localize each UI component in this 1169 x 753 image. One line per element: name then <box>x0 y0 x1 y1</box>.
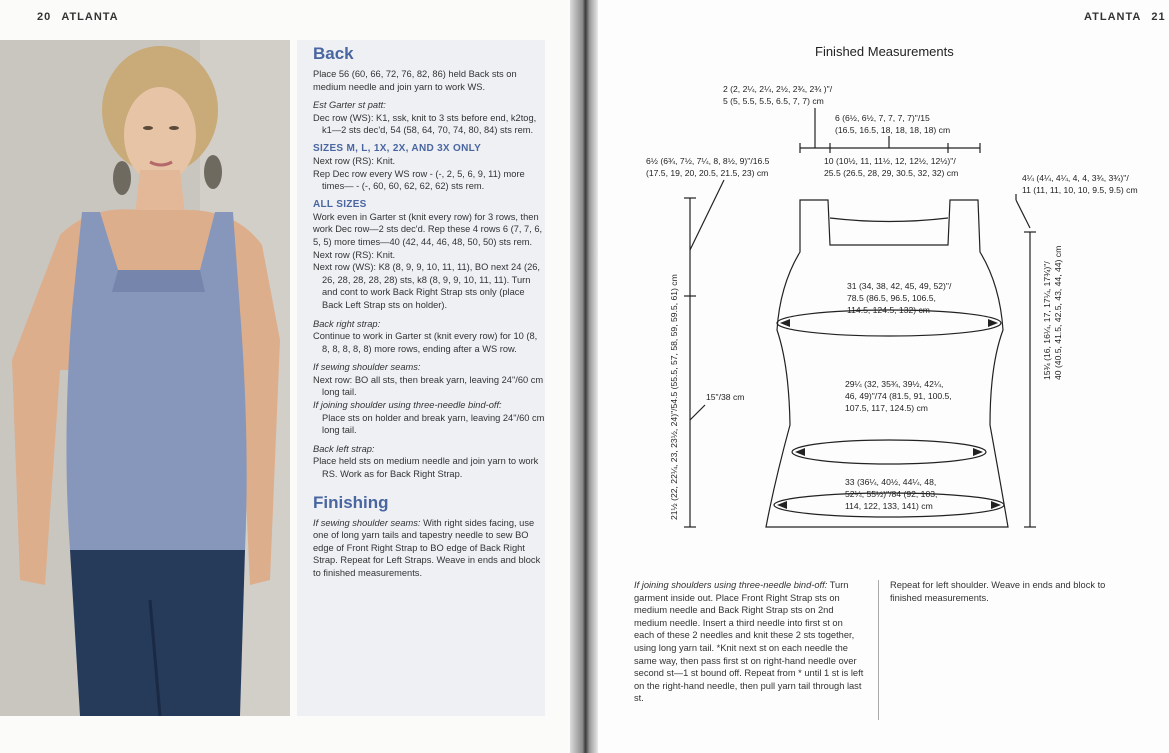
side-length-label: 15¾ (16, 16¼, 17, 17¼, 17¾)"/ 40 (40.5, 41.5, 42.5, 43, 44, 44) cm <box>1042 245 1063 380</box>
neck-depth-label: 4¼ (4¼, 4¼, 4, 4, 3¾, 3¾)"/ 11 (11, 11, 10, 10, 9.5, 9.5) cm <box>1022 173 1138 195</box>
all-sizes-work: Work even in Garter st (knit every row) for 3 rows, then work Dec row—2 sts dec'd. Rep these 4 rows 6 (7, 7, 6, 5, 5) more times—40 (42, 44, 46, 48, 50, 50) sts rem. <box>313 211 543 247</box>
total-length-label: 21½ (22, 22¼, 23, 23½, 24)"/54.5 (55.5, 57, 58, 59, 59.5, 61) cm <box>669 274 679 520</box>
shoulder-width-label: 10 (10½, 11, 11½, 12, 12½, 12½)"/ 25.5 (26.5, 28, 29, 30.5, 32, 32) cm <box>824 156 959 178</box>
back-heading: Back <box>313 44 354 63</box>
left-strap-label: Back left strap: <box>313 443 375 454</box>
strap-width-label: 2 (2, 2¼, 2¼, 2½, 2¾, 2¾ )"/ 5 (5, 5.5, 5.5, 6.5, 7, 7) cm <box>723 84 833 106</box>
all-sizes-next2: Next row (WS): K8 (8, 9, 9, 10, 11, 11), BO next 24 (26, 26, 28, 28, 28, 28) sts, k8 (8, 9, 9, 10, 11, 11). Turn and cont to work Back Right Strap sts only (place Back Left Strap sts on holder). <box>313 262 541 310</box>
finishing-heading: Finishing <box>313 492 389 512</box>
all-sizes-heading: ALL SIZES <box>313 198 367 210</box>
all-sizes-next1: Next row (RS): Knit. <box>313 249 396 260</box>
hip-label: 33 (36¼, 40½, 44¼, 48, 52¼, 55½)"/84 (92, 103, 114, 122, 133, 141) cm <box>845 477 938 511</box>
garter-patt-label: Est Garter st patt: <box>313 100 386 111</box>
right-strap-text: Continue to work in Garter st (knit every row) for 10 (8, 8, 8, 8, 8, 8) more rows, ending after a WS row. <box>313 331 538 354</box>
left-running-head: ATLANTA <box>61 11 119 23</box>
back-intro: Place 56 (60, 66, 72, 76, 82, 86) held Back sts on medium needle and join yarn to work WS. <box>313 69 517 92</box>
dec-row-text: Dec row (WS): K1, ssk, knit to 3 sts before end, k2tog, k1—2 sts dec'd, 54 (58, 64, 70, 74, 80, 84) sts rem. <box>313 112 537 136</box>
sewing-label: If sewing shoulder seams: <box>313 362 421 373</box>
three-needle-note <box>634 579 864 705</box>
right-running-head: ATLANTA <box>1084 11 1142 23</box>
sizes-next-row: Next row (RS): Knit. <box>313 155 396 166</box>
neck-width-label: 6 (6½, 6½, 7, 7, 7, 7)"/15 (16.5, 16.5, 18, 18, 18, 18) cm <box>835 113 951 135</box>
joining-text: Place sts on holder and break yarn, leaving 24"/60 cm long tail. <box>322 412 545 436</box>
three-needle-text: Turn garment inside out. Place Front Right Strap sts on medium needle and Back Right Strap sts on 2nd medium needle. Insert a third needle into first st on each of these 2 needles and knit these 2 sts together, using long yarn tail. *Knit next st on each needle the same way, then pass first st on right-hand needle over second st—1 st bound off. Repeat from * until 1 st is left on the right-hand needle, then pull yarn tail through last st. <box>634 580 864 704</box>
waist-height-label: 15"/38 cm <box>706 392 745 402</box>
finishing-text: With right sides facing, use one of long yarn tails and tapestry needle to sew BO edge of Front Right Strap to BO edge of Back Right Strap. Repeat for Left Straps. Weave in ends and block to finished measurements. <box>313 517 541 578</box>
three-needle-label: If joining shoulders using three-needle bind-off: <box>634 580 828 590</box>
sewing-text: Next row: BO all sts, then break yarn, leaving 24"/60 cm long tail. <box>313 374 544 398</box>
left-strap-text: Place held sts on medium needle and join yarn to work RS. Work as for Back Right Strap. <box>313 456 539 480</box>
right-strap-label: Back right strap: <box>313 318 381 329</box>
armhole-depth-label: 6½ (6¾, 7½, 7¼, 8, 8½, 9)"/16.5 (17.5, 19, 20, 20.5, 21.5, 23) cm <box>646 156 770 178</box>
finishing-label: If sewing shoulder seams: <box>313 517 421 528</box>
waist-label: 29¼ (32, 35¾, 39½, 42¼, 46, 49)"/74 (81.5, 91, 100.5, 107.5, 117, 124.5) cm <box>845 379 952 413</box>
sizes-heading: SIZES M, L, 1X, 2X, AND 3X ONLY <box>313 142 482 154</box>
diagram-title: Finished Measurements <box>815 44 954 59</box>
joining-label: If joining shoulder using three-needle bind-off: <box>313 400 502 411</box>
column-divider <box>878 580 879 720</box>
repeat-note: Repeat for left shoulder. Weave in ends and block to finished measurements. <box>890 580 1106 603</box>
right-page-number: 21 <box>1151 11 1166 23</box>
sizes-rep-dec: Rep Dec row every WS row - (-, 2, 5, 6, 9, 11) more times— - (-, 60, 60, 62, 62, 62) sts rem. <box>313 168 525 192</box>
bust-label: 31 (34, 38, 42, 45, 49, 52)"/ 78.5 (86.5, 96.5, 106.5, 114.5, 124.5, 132) cm <box>847 281 952 315</box>
left-page-number: 20 <box>37 11 52 23</box>
